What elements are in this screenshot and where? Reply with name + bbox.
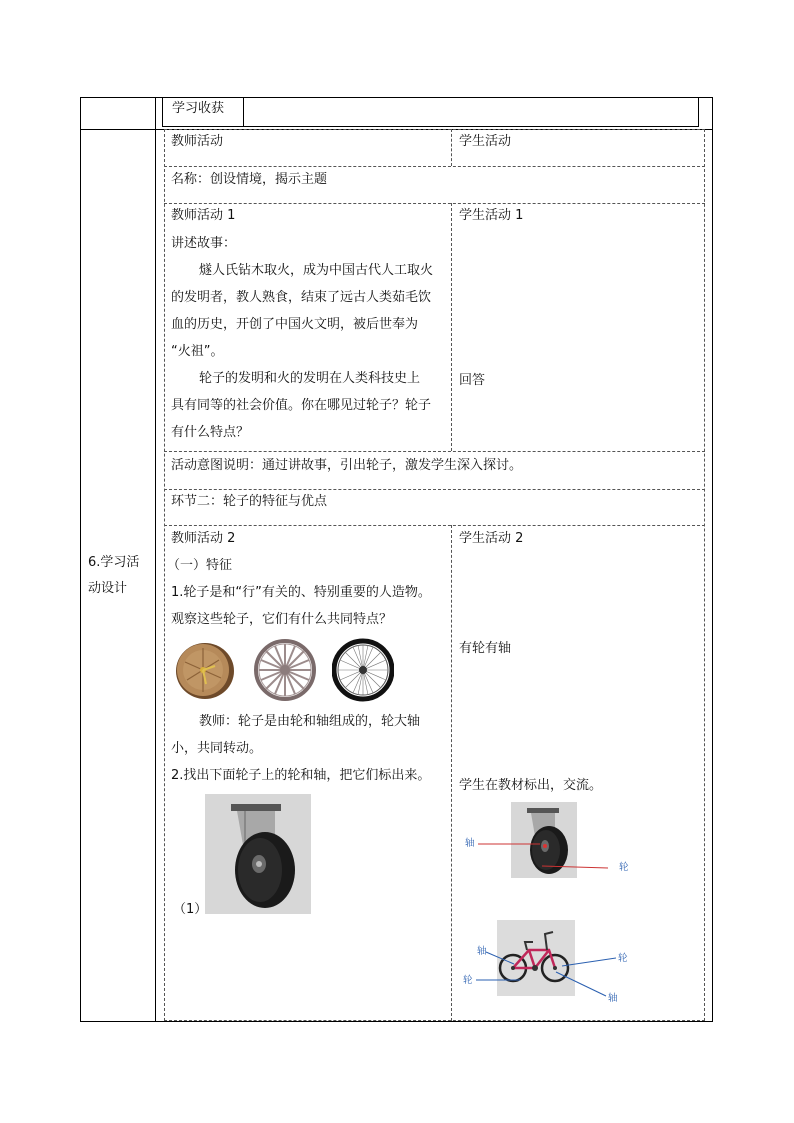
story-line: 轮子的发明和火的发明在人类科技史上 bbox=[199, 371, 421, 386]
stage1-name: 名称：创设情境，揭示主题 bbox=[171, 172, 328, 187]
caster-wheel-image bbox=[205, 794, 311, 914]
student-activity-2-title: 学生活动 2 bbox=[459, 531, 524, 546]
bicycle-wheel-image bbox=[332, 638, 394, 702]
table-right-border bbox=[712, 97, 713, 1022]
row-divider bbox=[164, 525, 705, 526]
wooden-wheel-image bbox=[173, 640, 237, 702]
bicycle-axle-label-top: 轴 bbox=[477, 946, 487, 957]
teacher-note-line-2: 小，共同转动。 bbox=[171, 741, 263, 756]
story-line: 燧人氏钻木取火，成为中国古代人工取火 bbox=[199, 263, 434, 278]
story-line: “火祖”。 bbox=[171, 344, 224, 359]
teacher-activity-1-text bbox=[171, 230, 451, 446]
row-divider bbox=[164, 451, 705, 452]
story-line: 血的历史，开创了中国火文明，被后世奉为 bbox=[171, 317, 419, 332]
column-divider bbox=[451, 525, 452, 1021]
question-2: 2.找出下面轮子上的轮和轴，把它们标出来。 bbox=[171, 768, 431, 783]
story-line: 的发明者，教人熟食，结束了远古人类茹毛饮 bbox=[171, 290, 432, 305]
part-title: （一）特征 bbox=[167, 558, 233, 573]
student-activity-1-title: 学生活动 1 bbox=[459, 208, 524, 223]
teacher-activity-2-title: 教师活动 2 bbox=[171, 531, 236, 546]
learning-gains-divider bbox=[243, 97, 244, 127]
column-divider bbox=[451, 129, 452, 166]
table-col-divider bbox=[155, 97, 156, 1022]
row-divider bbox=[164, 203, 705, 204]
teacher-activity-1-title: 教师活动 1 bbox=[171, 208, 236, 223]
student-answer-1: 回答 bbox=[459, 373, 486, 388]
learning-gains-label: 学习收获 bbox=[172, 101, 225, 116]
student-answer-2a: 有轮有轴 bbox=[459, 641, 512, 656]
teacher-activity-header: 教师活动 bbox=[171, 134, 224, 149]
spoked-wagon-wheel-image bbox=[253, 638, 317, 702]
table-bottom-border bbox=[80, 1021, 712, 1022]
bicycle-annotation-lines bbox=[476, 944, 616, 1000]
caster-annotation-lines bbox=[478, 830, 608, 880]
axle-label: 轴 bbox=[465, 838, 475, 849]
stage2-name: 环节二：轮子的特征与优点 bbox=[171, 494, 328, 509]
story-line: 有什么特点？ bbox=[171, 425, 250, 440]
bicycle-wheel-label-right: 轮 bbox=[618, 953, 628, 964]
student-answer-2b: 学生在教材标出，交流。 bbox=[459, 778, 603, 793]
question-1-line-1: 1.轮子是和“行”有关的、特别重要的人造物。 bbox=[171, 585, 431, 600]
item-1-label: （1） bbox=[173, 902, 208, 917]
table-left-border bbox=[80, 97, 81, 1022]
section-title: 6.学习活 动设计 bbox=[88, 555, 140, 596]
story-line: 具有同等的社会价值。你在哪见过轮子？轮子 bbox=[171, 398, 432, 413]
question-1-line-2: 观察这些轮子，它们有什么共同特点？ bbox=[171, 612, 393, 627]
column-divider bbox=[451, 203, 452, 451]
row-divider bbox=[164, 166, 705, 167]
wheel-label: 轮 bbox=[619, 862, 629, 873]
row-divider bbox=[164, 489, 705, 490]
teacher-note-line-1: 教师：轮子是由轮和轴组成的，轮大轴 bbox=[199, 714, 421, 729]
story-intro: 讲述故事： bbox=[171, 236, 237, 251]
student-activity-header: 学生活动 bbox=[459, 134, 512, 149]
bicycle-axle-label-bottom: 轴 bbox=[608, 993, 618, 1004]
activity-intent: 活动意图说明：通过讲故事，引出轮子，激发学生深入探讨。 bbox=[171, 458, 523, 473]
bicycle-wheel-label-left: 轮 bbox=[463, 975, 473, 986]
